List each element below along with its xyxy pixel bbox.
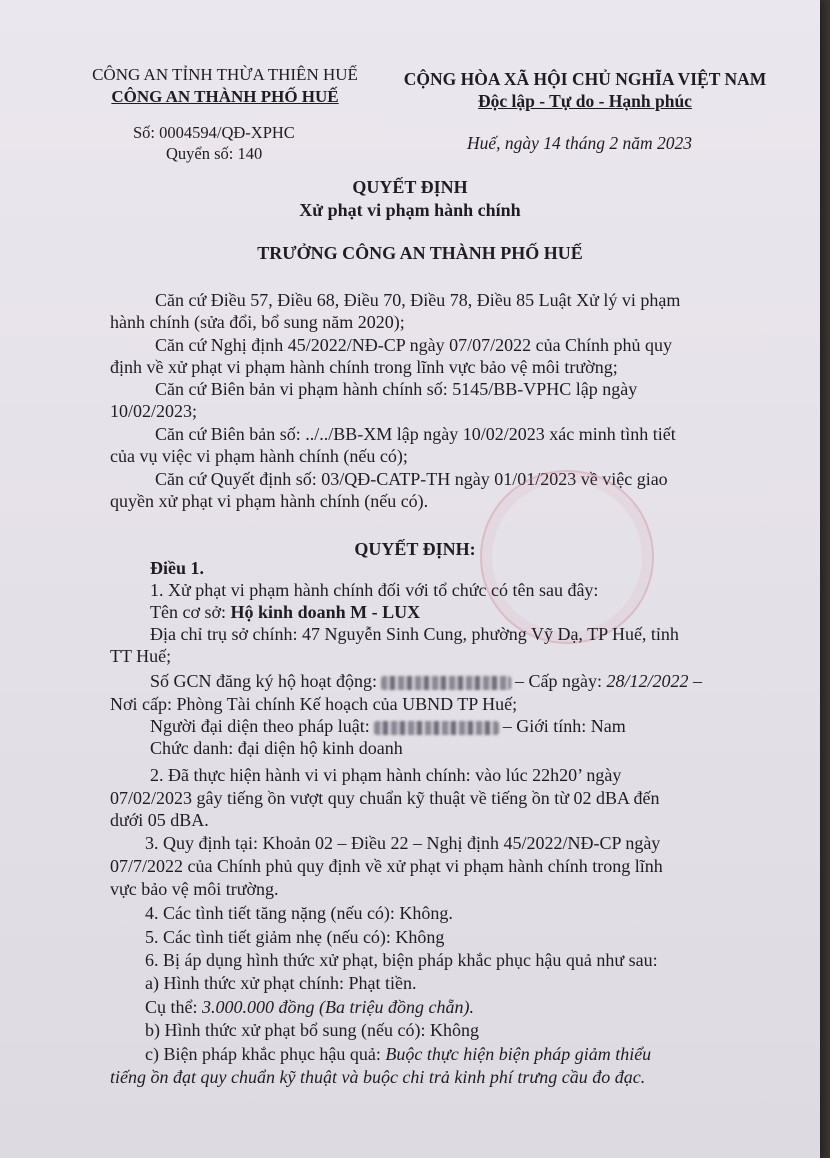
- decision-number: Số: 0004594/QĐ-XPHC: [133, 123, 295, 142]
- item-2-line-3: dưới 05 dBA.: [110, 810, 209, 830]
- address-line-1: Địa chỉ trụ sở chính: 47 Nguyễn Sinh Cung, phường Vỹ Dạ, TP Huế, tỉnh: [150, 624, 679, 644]
- item-6: 6. Bị áp dụng hình thức xử phạt, biện pháp khắc phục hậu quả như sau:: [145, 950, 658, 970]
- issuing-agency-block: [60, 64, 390, 108]
- national-motto: Độc lập - Tự do - Hạnh phúc: [478, 91, 692, 111]
- registration-line: [150, 670, 702, 692]
- basis-3-line-2: 10/02/2023;: [110, 401, 198, 421]
- item-6b: b) Hình thức xử phạt bổ sung (nếu có): Không: [145, 1020, 479, 1040]
- penalty-detail-label: Cụ thể:: [145, 997, 202, 1017]
- issuing-office: Nơi cấp: Phòng Tài chính Kế hoạch của UBND TP Huế;: [110, 694, 518, 714]
- item-6c-line-2: tiếng ồn đạt quy chuẩn kỹ thuật và buộc chi trả kinh phí trưng cầu đo đạc.: [110, 1067, 646, 1087]
- basis-5-line-2: quyền xử phạt vi phạm hành chính (nếu có).: [110, 491, 429, 511]
- item-3-line-3: vực bảo vệ môi trường.: [110, 879, 279, 899]
- national-header: [390, 68, 780, 112]
- item-4: 4. Các tình tiết tăng nặng (nếu có): Không.: [145, 903, 453, 923]
- redacted-registration-number: [381, 676, 511, 690]
- address-line-2: TT Huế;: [110, 646, 172, 666]
- representative-label: Người đại diện theo pháp luật:: [150, 716, 370, 736]
- penalty-amount: 3.000.000 đồng (Ba triệu đồng chẵn).: [202, 997, 474, 1017]
- basis-2-line-1: Căn cứ Nghị định 45/2022/NĐ-CP ngày 07/07/2022 của Chính phủ quy: [155, 335, 673, 355]
- date-place: Huế, ngày 14 tháng 2 năm 2023: [467, 133, 693, 153]
- document-title: QUYẾT ĐỊNH: [352, 177, 468, 197]
- registration-issue-date: 28/12/2022: [606, 671, 689, 691]
- registration-label: Số GCN đăng ký hộ hoạt động:: [150, 671, 377, 691]
- entity-name-value: Hộ kinh doanh M - LUX: [230, 602, 421, 622]
- basis-2-line-2: định về xử phạt vi phạm hành chính trong lĩnh vực bảo vệ môi trường;: [110, 357, 618, 377]
- item-2-line-2: 07/02/2023 gây tiếng ồn vượt quy chuẩn kỹ thuật về tiếng ồn từ 02 dBA đến: [110, 788, 660, 808]
- basis-4-line-1: Căn cứ Biên bản số: ../../BB-XM lập ngày 10/02/2023 xác minh tình tiết: [155, 424, 676, 444]
- agency-name: CÔNG AN THÀNH PHỐ HUẾ: [111, 87, 339, 106]
- item-3-line-1: 3. Quy định tại: Khoản 02 – Điều 22 – Nghị định 45/2022/NĐ-CP ngày: [145, 833, 661, 853]
- parent-agency: CÔNG AN TỈNH THỪA THIÊN HUẾ: [92, 65, 358, 84]
- item-6c-line-1: [145, 1043, 651, 1065]
- nation-name: CỘNG HÒA XÃ HỘI CHỦ NGHĨA VIỆT NAM: [403, 69, 767, 89]
- issuer-title: TRƯỞNG CÔNG AN THÀNH PHỐ HUẾ: [257, 243, 583, 263]
- entity-name-label: Tên cơ sở:: [150, 602, 231, 622]
- basis-3-line-1: Căn cứ Biên bản vi phạm hành chính số: 5145/BB-VPHC lập ngày: [155, 379, 638, 399]
- basis-5-line-1: Căn cứ Quyết định số: 03/QĐ-CATP-TH ngày 01/01/2023 về việc giao: [155, 469, 668, 489]
- representative-title: Chức danh: đại diện hộ kinh doanh: [150, 738, 403, 758]
- item-1: 1. Xử phạt vi phạm hành chính đối với tổ chức có tên sau đây:: [150, 580, 599, 600]
- item-3-line-2: 07/7/2022 của Chính phủ quy định về xử phạt vi phạm hành chính trong lĩnh: [110, 856, 663, 876]
- basis-1-line-1: Căn cứ Điều 57, Điều 68, Điều 70, Điều 78, Điều 85 Luật Xử lý vi phạm: [155, 290, 681, 310]
- item-5: 5. Các tình tiết giảm nhẹ (nếu có): Không: [145, 927, 445, 947]
- book-number: Quyển số: 140: [166, 144, 263, 163]
- penalty-detail-line: [145, 996, 474, 1018]
- basis-4-line-2: của vụ việc vi phạm hành chính (nếu có);: [110, 446, 408, 466]
- decision-heading: QUYẾT ĐỊNH:: [354, 539, 476, 559]
- legal-representative-line: [150, 715, 626, 737]
- document-subtitle: Xử phạt vi phạm hành chính: [299, 200, 521, 220]
- item-6a: a) Hình thức xử phạt chính: Phạt tiền.: [145, 973, 417, 993]
- registration-dash: –: [688, 671, 703, 691]
- remedy-label: c) Biện pháp khắc phục hậu quả:: [145, 1044, 386, 1064]
- redacted-representative-name: [374, 721, 499, 735]
- article-1-heading: Điều 1.: [150, 558, 204, 578]
- basis-1-line-2: hành chính (sửa đổi, bổ sung năm 2020);: [110, 312, 405, 332]
- item-2-line-1: 2. Đã thực hiện hành vi vi phạm hành chính: vào lúc 22h20’ ngày: [150, 765, 622, 785]
- representative-gender: – Giới tính: Nam: [502, 716, 626, 736]
- registration-issue-label: – Cấp ngày:: [515, 671, 607, 691]
- remedy-measure-1: Buộc thực hiện biện pháp giảm thiểu: [385, 1044, 652, 1064]
- entity-name-line: [150, 601, 420, 623]
